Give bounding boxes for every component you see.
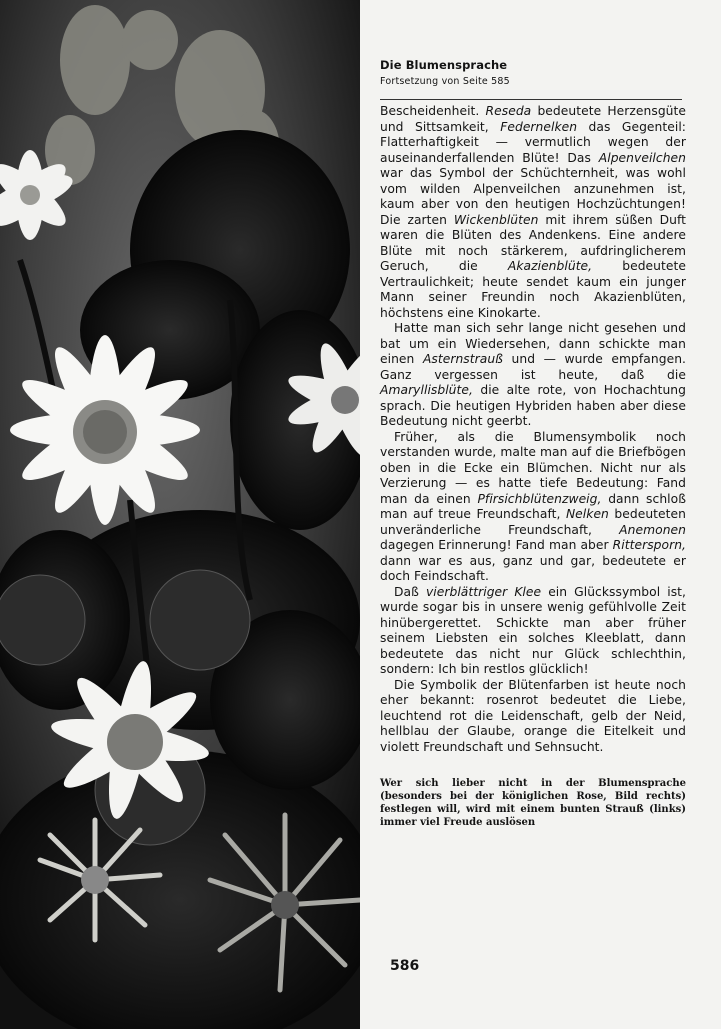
text-run: Früher, als die Blumensymbolik noch verstanden wurde, malte man auf die Briefbögen oben in die Ecke ein Blümchen. Nicht nur als Verzierung — es hatte tiefe Bedeutung: Fand man da einen bbox=[380, 429, 686, 506]
continuation-note: Fortsetzung von Seite 585 bbox=[380, 76, 510, 87]
text-run: dann schloß man auf treue Freundschaft, bbox=[380, 491, 686, 521]
flower-name: Anemonen bbox=[619, 522, 686, 537]
flower-name: Amaryllisblüte, bbox=[380, 383, 473, 397]
text-run: Daß bbox=[394, 584, 426, 599]
flower-name: Pfirsichblütenzweig, bbox=[477, 491, 602, 506]
text-run: bedeutete Vertraulichkeit; heute sendet kaum ein junger Mann seiner Freundin noch Akazienblüten, höchstens eine Kinokarte. bbox=[380, 259, 686, 320]
text-run: und — wurde empfangen. Ganz vergessen ist heute, daß die bbox=[380, 352, 686, 382]
article-paragraph bbox=[380, 678, 686, 756]
flower-name: Alpenveilchen bbox=[598, 150, 686, 165]
text-run: dagegen Erinnerung! Fand man aber bbox=[380, 538, 613, 552]
text-run: Die Symbolik der Blütenfarben ist heute noch eher bekannt: rosenrot bedeutet die Liebe, leuchtend rot die Leidenschaft, gelb der Neid, hellblau der Glaube, orange die Eitelkeit und violett Freundschaft und Sehnsucht. bbox=[380, 677, 686, 754]
flower-name: Reseda bbox=[485, 104, 532, 118]
page-number: 586 bbox=[390, 958, 420, 974]
flower-name: Federnelken bbox=[500, 119, 578, 134]
flower-name: Rittersporn, bbox=[612, 538, 686, 552]
text-run: Bescheidenheit. bbox=[380, 104, 486, 118]
text-run: mit ihrem süßen Duft waren die Blüten des Andenkens. Eine andere Blüte mit noch stärkerem, aufdringlicherem Geruch, die bbox=[380, 212, 686, 273]
text-run: dann war es aus, ganz und gar, bedeutete er doch Feindschaft. bbox=[380, 553, 686, 583]
article-paragraph bbox=[380, 321, 686, 430]
article-title: Die Blumensprache bbox=[380, 58, 508, 72]
article-paragraph bbox=[380, 585, 686, 678]
text-run: das Gegenteil: Flatterhaftigkeit — vermutlich wegen der auseinanderfallenden Blüte! Das bbox=[380, 119, 686, 165]
text-run: ein Glückssymbol ist, wurde sogar bis in unsere wenig gefühlvolle Zeit hinübergerettet. Schickte man aber früher seinem Liebsten ein solches Kleeblatt, dann bedeutete das nicht nur Glück schlechthin, sondern: Ich bin restlos glücklich! bbox=[380, 584, 687, 676]
flower-bouquet-photo bbox=[0, 0, 360, 1029]
flower-name: Nelken bbox=[565, 507, 609, 521]
article-column bbox=[380, 58, 686, 829]
flower-name: Akazienblüte, bbox=[507, 259, 593, 273]
text-run: bedeuteten unveränderliche Freundschaft, bbox=[380, 507, 687, 537]
article-paragraph bbox=[380, 430, 686, 585]
bouquet-illustration bbox=[0, 0, 360, 1029]
text-run: bedeutete Herzensgüte und Sittsamkeit, bbox=[380, 104, 686, 134]
article-body bbox=[380, 104, 686, 755]
flower-name: vierblättriger Klee bbox=[425, 584, 542, 599]
article-paragraph bbox=[380, 104, 686, 321]
text-run: war das Symbol der Schüchternheit, was wohl vom wilden Alpenveilchen anzunehmen ist, kaum aber von den heutigen Hochzüchtungen! Die zarten bbox=[380, 166, 686, 227]
photo-caption: Wer sich lieber nicht in der Blumensprache (besonders bei der königlichen Rose, Bild rechts) festlegen will, wird mit einem bunten Strauß (links) immer viel Freude auslösen bbox=[380, 778, 686, 828]
text-run: Hatte man sich sehr lange nicht gesehen und bat um ein Wiedersehen, dann schickte man einen bbox=[380, 321, 686, 366]
flower-name: Wickenblüten bbox=[453, 212, 539, 227]
flower-name: Asternstrauß bbox=[422, 352, 503, 366]
text-run: die alte rote, von Hochachtung sprach. Die heutigen Hybriden haben aber diese Bedeutung nicht geerbt. bbox=[380, 383, 686, 428]
header-divider bbox=[380, 99, 682, 100]
